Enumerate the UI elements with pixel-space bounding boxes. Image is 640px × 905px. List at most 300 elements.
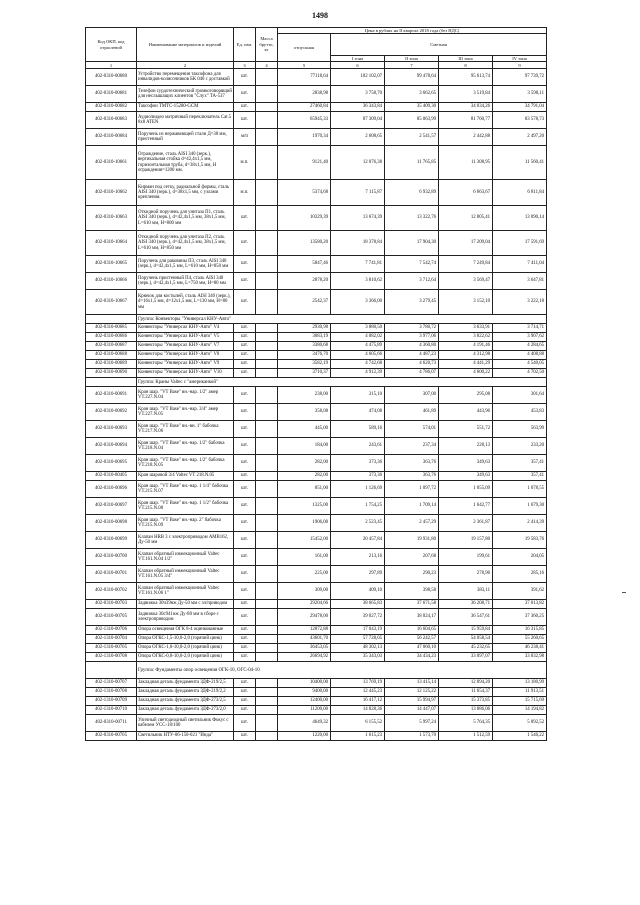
item-mass (256, 69, 278, 86)
table-row (86, 715, 547, 732)
group-title: Группа: Фундаменты опор освещения ОГК-10, ОГС-04-10 (137, 662, 547, 679)
item-mass (256, 421, 278, 438)
price-zone-2: 3 780,72 (385, 324, 439, 333)
price-zone-4: 37 013,82 (493, 600, 547, 609)
item-name: Клапан обратный инжекционный Valtec VT.161.N.04 1/2" (137, 549, 234, 566)
item-mass (256, 688, 278, 697)
page-number: 1498 (312, 11, 328, 20)
price-zone-1: 6 155,52 (331, 715, 385, 732)
price-zone-1: 1 126,69 (331, 481, 385, 498)
item-code: 402-0310-00697 (86, 498, 137, 515)
price-zone-3: 6 663,67 (439, 180, 493, 206)
item-code: 402-1310-00704 (86, 635, 137, 644)
item-mass (256, 360, 278, 369)
price-zone-3: 36 547,61 (439, 609, 493, 626)
price-release: 29478,00 (278, 609, 331, 626)
item-code: 402-0310-00680 (86, 69, 137, 86)
col-number: 3 (234, 62, 256, 69)
price-zone-4: 3 222,18 (493, 290, 547, 315)
group-title: Группа: Краны Valtec с "американкой" (137, 378, 547, 387)
price-zone-4: 14 194,82 (493, 706, 547, 715)
price-zone-2: 3 279,45 (385, 290, 439, 315)
item-name: Кран шар. "VT Base" вн.-нар. 1 1/2" бабочка VT.215.N.08 (137, 498, 234, 515)
item-name: Кран шар. "VT Base" вн.-нар. 1/2" бабочка VT.218.N.05 (137, 455, 234, 472)
price-zone-1: 243,61 (331, 438, 385, 455)
price-zone-3: 5 764,35 (439, 715, 493, 732)
price-zone-2: 6 932,89 (385, 180, 439, 206)
price-zone-4: 17 591,69 (493, 231, 547, 256)
item-mass (256, 103, 278, 112)
price-zone-1: 4 912,39 (331, 369, 385, 378)
price-zone-3: 443,96 (439, 404, 493, 421)
price-zone-3: 12 805,41 (439, 206, 493, 231)
item-name: Кран шар. "VT Base" вн.-вн. 1" бабочка VT.217.N.06 (137, 421, 234, 438)
item-code: 402-0310-00683 (86, 112, 137, 129)
item-code: 402-0310-80405 (86, 472, 137, 481)
price-zone-2: 38 024,17 (385, 609, 439, 626)
table-row (86, 146, 547, 180)
item-code: 402-0310-00694 (86, 438, 137, 455)
table-row (86, 498, 547, 515)
price-zone-3: 15 959,84 (439, 626, 493, 635)
price-zone-1: 14 828,36 (331, 706, 385, 715)
item-code: 402-0310-00684 (86, 129, 137, 146)
item-unit: шт. (234, 69, 256, 86)
price-zone-4: 7 411,04 (493, 256, 547, 273)
table-row (86, 644, 547, 653)
price-release: 27460,84 (278, 103, 331, 112)
item-unit: шт. (234, 112, 256, 129)
item-unit: шт. (234, 421, 256, 438)
price-zone-2: 2 541,57 (385, 129, 439, 146)
table-row (86, 103, 547, 112)
item-mass (256, 455, 278, 472)
col-number: 6 (331, 62, 385, 69)
item-name: Кран шар. "VT Base" вн.-нар. 2" бабочка VT.215.N.09 (137, 515, 234, 532)
item-code: 402-0310-10665 (86, 256, 137, 273)
price-zone-2: 4 620,73 (385, 360, 439, 369)
price-release: 282,00 (278, 455, 331, 472)
price-zone-2: 290,23 (385, 566, 439, 583)
item-name: Ограждение, сталь AISI 340 (зерк.), вертикальная стойка d=42,4x1,5 мм, горизонтальная труба, d=38x1,5 мм, Н ограждения=1200 мм. (137, 146, 234, 180)
price-zone-1: 3 758,70 (331, 86, 385, 103)
item-code: 402-1310-00709 (86, 697, 137, 706)
table-row (86, 732, 547, 741)
price-zone-3: 3 822,62 (439, 333, 493, 342)
price-release: 2838,98 (278, 86, 331, 103)
item-mass (256, 129, 278, 146)
price-zone-3: 551,72 (439, 421, 493, 438)
header-zone-3: III зона (439, 55, 493, 61)
price-zone-2: 1 097,72 (385, 481, 439, 498)
price-release: 445,00 (278, 421, 331, 438)
price-release: 3582,19 (278, 360, 331, 369)
item-mass (256, 86, 278, 103)
item-code: 402-1310-00707 (86, 679, 137, 688)
price-zone-1: 213,16 (331, 549, 385, 566)
price-zone-2: 14 447,07 (385, 706, 439, 715)
header-release: отпускная (278, 34, 331, 62)
item-unit: шт. (234, 455, 256, 472)
header-zone-2: II зона (385, 55, 439, 61)
table-row (86, 333, 547, 342)
item-unit: шт. (234, 342, 256, 351)
price-zone-4: 11 560,41 (493, 146, 547, 180)
item-code: 402-0310-10663 (86, 206, 137, 231)
item-mass (256, 256, 278, 273)
item-mass (256, 626, 278, 635)
item-code: 402-0310-00681 (86, 86, 137, 103)
price-zone-1: 297,89 (331, 566, 385, 583)
item-name: Конвекторы "Универсал КНУ-Авто" V5 (137, 333, 234, 342)
item-name: Конвекторы "Универсал КНУ-Авто" V7 (137, 342, 234, 351)
table-row (86, 351, 547, 360)
item-name: Клапан обратный инжекционный Valtec VT.161.N.05 3/4" (137, 566, 234, 583)
price-zone-4: 3 714,71 (493, 324, 547, 333)
item-unit: м.п. (234, 180, 256, 206)
price-zone-2: 4 360,80 (385, 342, 439, 351)
price-zone-1: 7 115,87 (331, 180, 385, 206)
item-code: 402-0310-00688 (86, 351, 137, 360)
price-zone-1: 39 027,72 (331, 609, 385, 626)
price-release: 9121,40 (278, 146, 331, 180)
price-release: 1906,00 (278, 515, 331, 532)
price-zone-3: 7 249,84 (439, 256, 493, 273)
item-name: Кран шаровой 3/4 Valtec VT 218.N.05 (137, 472, 234, 481)
price-release: 3710,37 (278, 369, 331, 378)
price-zone-4: 1 679,30 (493, 498, 547, 515)
price-zone-2: 11 765,85 (385, 146, 439, 180)
price-zone-1: 38 665,83 (331, 600, 385, 609)
price-zone-1: 35 343,03 (331, 653, 385, 662)
price-zone-1: 409,10 (331, 583, 385, 600)
item-unit: шт. (234, 697, 256, 706)
item-mass (256, 387, 278, 404)
table-row (86, 600, 547, 609)
item-code: 402-0310-10666 (86, 273, 137, 290)
item-name: Устройство перемещения таксофона для инвалидов-колясочников БК 040 с доставкой (137, 69, 234, 86)
item-name: Кирман под сетку, радиальной формы, сталь AISI 340 (зерк.), d=38x1,5 мм, с узлами крепления. (137, 180, 234, 206)
price-zone-3: 4 441,29 (439, 360, 493, 369)
item-mass (256, 609, 278, 626)
price-zone-1: 3 880,50 (331, 324, 385, 333)
item-name: Откидной поручень для унитаза П1, сталь AISI 340 (зерк.), d=42,4x1,5 мм, 38x1,5 мм, L=610 мм, Н=800 мм (137, 206, 234, 231)
item-unit: шт. (234, 609, 256, 626)
item-unit: шт. (234, 732, 256, 741)
item-name: Поручень из нержавеющей стали Д=38 мм, пристенный (137, 129, 234, 146)
item-mass (256, 472, 278, 481)
item-mass (256, 498, 278, 515)
item-name: Конвекторы "Универсал КНУ-Авто" V10 (137, 369, 234, 378)
price-release: 65945,33 (278, 112, 331, 129)
header-name: Наименование материалов и изделий (137, 28, 234, 62)
item-unit: шт. (234, 679, 256, 688)
price-zone-1: 3 810,62 (331, 273, 385, 290)
item-name: Задвижка 30ч39нж Ду-50 мм с эл/приводом (137, 600, 234, 609)
price-zone-3: 95 613,74 (439, 69, 493, 86)
price-zone-4: 55 260,65 (493, 635, 547, 644)
item-mass (256, 653, 278, 662)
price-zone-2: 7 542,74 (385, 256, 439, 273)
item-name: Конвекторы "Универсал КНУ-Авто" V9 (137, 360, 234, 369)
item-code: 402-1310-00708 (86, 653, 137, 662)
item-mass (256, 290, 278, 315)
table-row (86, 69, 547, 86)
item-unit: шт. (234, 351, 256, 360)
table-row (86, 273, 547, 290)
table-row (86, 342, 547, 351)
price-release: 3083,19 (278, 333, 331, 342)
header-estimate: Сметная (331, 34, 547, 55)
price-zone-4: 357,41 (493, 472, 547, 481)
price-zone-2: 1 573,70 (385, 732, 439, 741)
price-zone-3: 2 361,87 (439, 515, 493, 532)
table-row (86, 206, 547, 231)
item-mass (256, 231, 278, 256)
price-release: 225,00 (278, 566, 331, 583)
price-zone-4: 563,99 (493, 421, 547, 438)
table-row (86, 129, 547, 146)
price-zone-3: 3 519,84 (439, 86, 493, 103)
item-code: 402-0310-00687 (86, 342, 137, 351)
item-unit: шт. (234, 103, 256, 112)
price-zone-1: 4 605,66 (331, 351, 385, 360)
price-zone-4: 3 907,62 (493, 333, 547, 342)
price-release: 2930,98 (278, 324, 331, 333)
item-name: Телефон сурдотехнический громкоговорящий для неслышащих клиентов "Слух" ТА-537 (137, 86, 234, 103)
price-zone-1: 18 378,84 (331, 231, 385, 256)
price-zone-1: 315,10 (331, 387, 385, 404)
table-row (86, 404, 547, 421)
price-release: 2878,20 (278, 273, 331, 290)
item-name: Опора ОГКС-1,5-10,0-2,0 (горячий цинк) (137, 635, 234, 644)
item-code: 402-0310-00705 (86, 732, 137, 741)
price-release: 26694,92 (278, 653, 331, 662)
price-release: 2542,37 (278, 290, 331, 315)
header-zone-4: IV зона (493, 55, 547, 61)
price-zone-3: 81 760,77 (439, 112, 493, 129)
item-mass (256, 697, 278, 706)
item-unit: шт. (234, 653, 256, 662)
table-row (86, 706, 547, 715)
price-zone-4: 11 913,51 (493, 688, 547, 697)
item-code: 402-0310-00701 (86, 566, 137, 583)
price-zone-1: 20 457,84 (331, 532, 385, 549)
price-zone-2: 34 434,23 (385, 653, 439, 662)
price-zone-2: 19 931,80 (385, 532, 439, 549)
item-unit: шт. (234, 256, 256, 273)
price-zone-4: 46 238,41 (493, 644, 547, 653)
table-row (86, 324, 547, 333)
item-unit: шт. (234, 635, 256, 644)
price-release: 161,00 (278, 549, 331, 566)
item-name: Опора ОГКС-1,0-10,0-2,0 (горячий цинк) (137, 644, 234, 653)
table-row (86, 515, 547, 532)
item-unit: шт. (234, 626, 256, 635)
group-empty-cell (86, 315, 137, 324)
price-zone-4: 83 578,73 (493, 112, 547, 129)
item-code: 402-0310-00682 (86, 103, 137, 112)
price-zone-2: 56 242,57 (385, 635, 439, 644)
price-zone-1: 7 741,81 (331, 256, 385, 273)
item-mass (256, 404, 278, 421)
item-code: 402-0310-00711 (86, 715, 137, 732)
col-number: 9 (493, 62, 547, 69)
price-zone-1: 87 309,04 (331, 112, 385, 129)
price-zone-4: 34 791,04 (493, 103, 547, 112)
price-zone-3: 1 642,77 (439, 498, 493, 515)
group-row (86, 315, 547, 324)
item-name: Аудио/видео матричный переключатель Cat.5 8x8 ATEN (137, 112, 234, 129)
item-unit: шт. (234, 715, 256, 732)
table-row (86, 583, 547, 600)
price-zone-4: 97 739,72 (493, 69, 547, 86)
item-name: Кран шар. "VT Base" вн.-нар. 1 1/4" бабочка VT.215.N.07 (137, 481, 234, 498)
price-zone-2: 574,01 (385, 421, 439, 438)
item-name: Закладная деталь фундамента ЗДФ-219/2,2 (137, 688, 234, 697)
item-mass (256, 532, 278, 549)
price-zone-4: 3 647,81 (493, 273, 547, 290)
price-release: 9400,00 (278, 688, 331, 697)
price-zone-3: 349,63 (439, 472, 493, 481)
price-zone-2: 207,68 (385, 549, 439, 566)
price-release: 29204,66 (278, 600, 331, 609)
price-zone-4: 4 408,88 (493, 351, 547, 360)
item-code: 402-0310-10667 (86, 290, 137, 315)
item-name: Кран шар. "VT Base" вн.-нар. 1/2" амер VT.227.N.04 (137, 387, 234, 404)
item-unit: шт. (234, 532, 256, 549)
price-release: 358,08 (278, 404, 331, 421)
col-number: 7 (385, 62, 439, 69)
table-row (86, 180, 547, 206)
table-row (86, 290, 547, 315)
item-mass (256, 566, 278, 583)
item-code: 402-0310-10662 (86, 180, 137, 206)
item-name: Таксофон ТМТС-15280-GCM (137, 103, 234, 112)
table-row (86, 481, 547, 498)
price-zone-4: 37 360,25 (493, 609, 547, 626)
price-zone-1: 17 043,19 (331, 626, 385, 635)
price-zone-3: 15 373,85 (439, 697, 493, 706)
price-zone-2: 47 060,10 (385, 644, 439, 653)
price-release: 11200,00 (278, 706, 331, 715)
table-row (86, 626, 547, 635)
price-release: 10329,39 (278, 206, 331, 231)
item-code: 402-0310-00691 (86, 387, 137, 404)
group-title: Группа: Конвекторы "Универсал КНУ-Авто" (137, 315, 547, 324)
item-unit: шт. (234, 206, 256, 231)
price-zone-2: 35 409,30 (385, 103, 439, 112)
table-row (86, 112, 547, 129)
price-zone-1: 474,08 (331, 404, 385, 421)
price-zone-1: 13 769,19 (331, 679, 385, 688)
item-code: 402-0310-00685 (86, 324, 137, 333)
col-number: 8 (439, 62, 493, 69)
price-zone-4: 2 414,39 (493, 515, 547, 532)
header-code: Код ОКП, код отраслевой (86, 28, 137, 62)
price-zone-4: 19 583,76 (493, 532, 547, 549)
item-code: 402-0310-00700 (86, 549, 137, 566)
price-zone-3: 383,11 (439, 583, 493, 600)
item-mass (256, 438, 278, 455)
table-row (86, 438, 547, 455)
price-zone-2: 12 125,22 (385, 688, 439, 697)
price-release: 13580,20 (278, 231, 331, 256)
item-mass (256, 146, 278, 180)
item-code: 402-0310-00695 (86, 455, 137, 472)
item-unit: шт. (234, 86, 256, 103)
col-number: 1 (86, 62, 137, 69)
item-unit: шт. (234, 369, 256, 378)
price-zone-3: 228,13 (439, 438, 493, 455)
item-name: Опора освещения ОГК 8-4 оцинкованные (137, 626, 234, 635)
price-zone-3: 11 654,37 (439, 688, 493, 697)
header-zone-1: I зона (331, 55, 385, 61)
price-zone-1: 12 445,23 (331, 688, 385, 697)
item-mass (256, 600, 278, 609)
price-zone-1: 16 417,12 (331, 697, 385, 706)
table-row (86, 688, 547, 697)
price-zone-4: 357,41 (493, 455, 547, 472)
item-mass (256, 333, 278, 342)
group-empty-cell (86, 662, 137, 679)
item-name: Откидной поручень для унитаза П2, сталь AISI 340 (зерк.), d=42,4x1,5 мм, 38x1,5 мм, L=610 мм, Н=850 мм (137, 231, 234, 256)
price-zone-3: 36 208,71 (439, 600, 493, 609)
item-code: 402-0310-00689 (86, 360, 137, 369)
price-zone-4: 285,16 (493, 566, 547, 583)
table-row (86, 566, 547, 583)
price-zone-4: 4 284,65 (493, 342, 547, 351)
price-release: 1325,00 (278, 498, 331, 515)
item-mass (256, 273, 278, 290)
item-name: Закладная деталь фундамента ЗДФ-273/2,5 (137, 697, 234, 706)
item-unit: шт. (234, 583, 256, 600)
item-unit: шт. (234, 644, 256, 653)
price-release: 10400,00 (278, 679, 331, 688)
item-name: Уличный светодиодный светильник Фокус с кабелем УСС-18/100 (137, 715, 234, 732)
item-unit: шт. (234, 360, 256, 369)
header-price-title: Цена в рублях на II квартал 2018 года (без НДС) (278, 28, 547, 34)
price-zone-1: 36 343,84 (331, 103, 385, 112)
price-zone-3: 12 894,20 (439, 679, 493, 688)
price-zone-2: 4 786,07 (385, 369, 439, 378)
price-release: 5847,46 (278, 256, 331, 273)
item-name: Конвекторы "Универсал КНУ-Авто" V8 (137, 351, 234, 360)
item-unit: шт. (234, 498, 256, 515)
price-zone-4: 6 811,84 (493, 180, 547, 206)
table-row (86, 635, 547, 644)
price-zone-4: 13 090,14 (493, 206, 547, 231)
price-zone-2: 1 709,14 (385, 498, 439, 515)
item-name: Клапан обратный инжекционный Valtec VT.161.N.06 1" (137, 583, 234, 600)
price-release: 1220,00 (278, 732, 331, 741)
col-number: 5 (278, 62, 331, 69)
table-row (86, 697, 547, 706)
price-zone-2: 13 415,14 (385, 679, 439, 688)
item-mass (256, 481, 278, 498)
item-code: 402-0310-10661 (86, 146, 137, 180)
item-code: 402-0310-00703 (86, 600, 137, 609)
price-zone-3: 3 569,47 (439, 273, 493, 290)
price-release: 77118,64 (278, 69, 331, 86)
price-release: 43601,70 (278, 635, 331, 644)
price-zone-1: 4 742,68 (331, 360, 385, 369)
price-zone-1: 1 615,23 (331, 732, 385, 741)
item-name: Клапан HRB 3 с электроприводом AMB162, Ду-50 мм (137, 532, 234, 549)
price-release: 238,00 (278, 387, 331, 404)
price-zone-1: 373,36 (331, 472, 385, 481)
item-unit: шт. (234, 549, 256, 566)
